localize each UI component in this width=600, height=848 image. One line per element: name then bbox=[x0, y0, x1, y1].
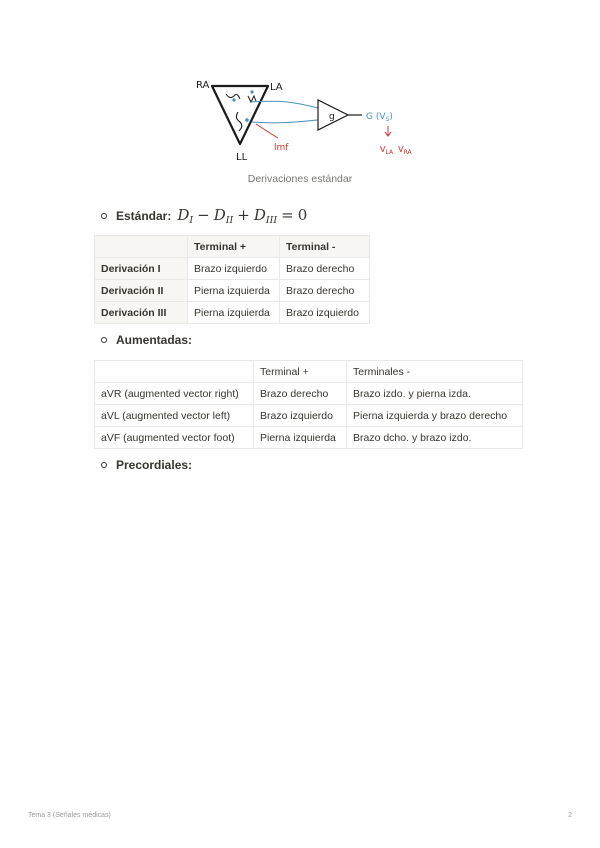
augmented-leads-table bbox=[94, 360, 523, 449]
sketch-drawing bbox=[190, 72, 420, 172]
table-row bbox=[95, 280, 370, 302]
standard-formula: $D_I - D_{II} + D_{III} = 0$ bbox=[177, 206, 308, 226]
label-la: LA bbox=[270, 82, 283, 93]
table-cell: Brazo izquierdo bbox=[280, 302, 370, 324]
table-row bbox=[95, 427, 523, 449]
table-cell: Brazo izquierdo bbox=[188, 258, 280, 280]
table-cell: Brazo derecho bbox=[280, 280, 370, 302]
table-cell: Pierna izquierda bbox=[188, 280, 280, 302]
bullet-circle-icon bbox=[101, 213, 107, 219]
table-cell: Brazo izdo. y pierna izda. bbox=[347, 383, 523, 405]
precordial-label: Precordiales: bbox=[116, 458, 193, 472]
footer-page-number: 2 bbox=[568, 812, 572, 819]
label-ll: LL bbox=[236, 152, 248, 163]
bullet-standard bbox=[101, 206, 307, 226]
table-header-cell bbox=[95, 236, 188, 258]
augmented-label: Aumentadas: bbox=[116, 333, 193, 347]
bullet-circle-icon bbox=[101, 462, 107, 468]
label-g: g bbox=[329, 112, 335, 122]
label-v-la-v-ra: $V_{LA}$ $V_{RA}$ bbox=[380, 145, 412, 156]
table-cell: Brazo dcho. y brazo izdo. bbox=[347, 427, 523, 449]
table-header-cell: Terminal + bbox=[254, 361, 347, 383]
label-output: G $(V_S)$ bbox=[366, 112, 393, 123]
table-cell: Pierna izquierda bbox=[254, 427, 347, 449]
standard-label: Estándar: bbox=[116, 209, 172, 223]
row-header-cell: aVR (augmented vector right) bbox=[95, 383, 254, 405]
table-row bbox=[95, 405, 523, 427]
table-cell: Brazo derecho bbox=[280, 258, 370, 280]
table-cell: Brazo izquierdo bbox=[254, 405, 347, 427]
table-cell: Pierna izquierda y brazo derecho bbox=[347, 405, 523, 427]
label-ra: RA bbox=[196, 80, 210, 91]
table-header-cell: Terminal - bbox=[280, 236, 370, 258]
row-header-cell: Derivación III bbox=[95, 302, 188, 324]
bullet-precordial bbox=[101, 458, 192, 472]
bullet-circle-icon bbox=[101, 337, 107, 343]
table-header-cell: Terminales - bbox=[347, 361, 523, 383]
row-header-cell: aVL (augmented vector left) bbox=[95, 405, 254, 427]
row-header-cell: aVF (augmented vector foot) bbox=[95, 427, 254, 449]
bullet-augmented bbox=[101, 333, 192, 347]
table-row bbox=[95, 302, 370, 324]
figure-caption: Derivaciones estándar bbox=[247, 173, 353, 185]
table-row bbox=[95, 258, 370, 280]
label-tag: lmf bbox=[274, 143, 289, 153]
footer-document-title: Tema 3 (Señales médicas) bbox=[28, 812, 111, 819]
table-row bbox=[95, 383, 523, 405]
table-cell: Brazo derecho bbox=[254, 383, 347, 405]
table-header-cell bbox=[95, 361, 254, 383]
standard-leads-table bbox=[94, 235, 370, 324]
row-header-cell: Derivación II bbox=[95, 280, 188, 302]
einthoven-triangle-sketch bbox=[190, 72, 420, 172]
table-cell: Pierna izquierda bbox=[188, 302, 280, 324]
row-header-cell: Derivación I bbox=[95, 258, 188, 280]
table-header-row bbox=[95, 236, 370, 258]
table-header-row bbox=[95, 361, 523, 383]
table-header-cell: Terminal + bbox=[188, 236, 280, 258]
